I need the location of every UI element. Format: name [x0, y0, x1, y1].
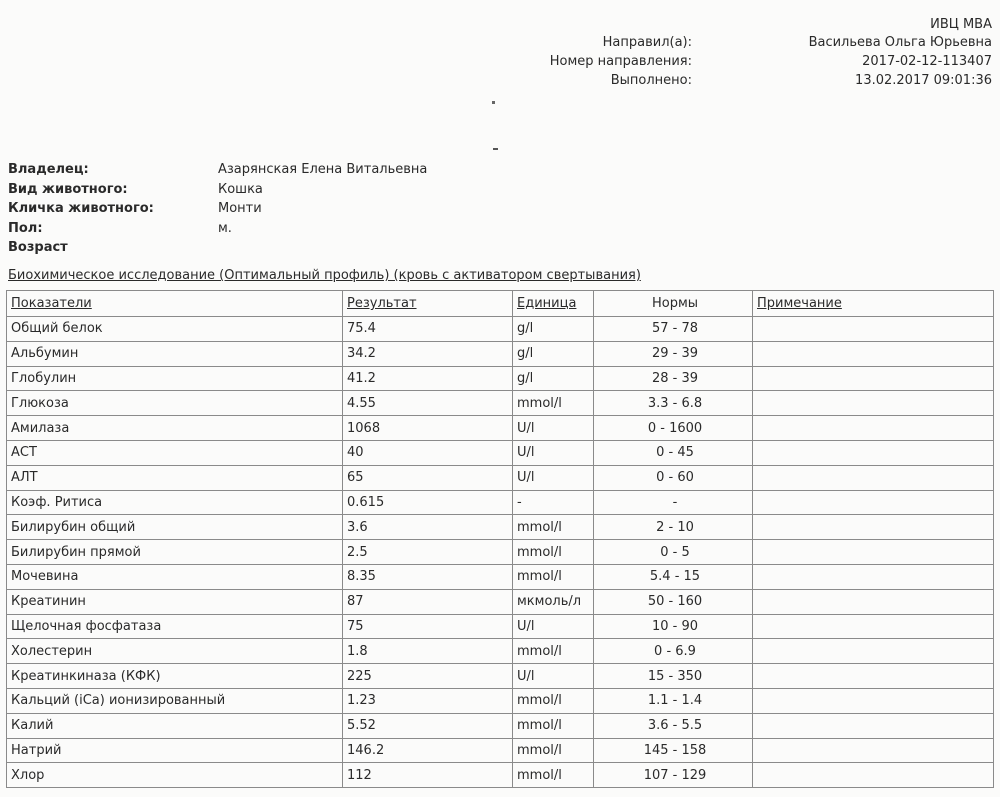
indicator-name: Билирубин общий	[7, 515, 343, 540]
unit-value: mmol/l	[513, 688, 594, 713]
norm-range: 50 - 160	[594, 589, 753, 614]
norm-range: 0 - 45	[594, 440, 753, 465]
table-row	[7, 465, 994, 490]
unit-value: -	[513, 490, 594, 515]
indicator-name: Коэф. Ритиса	[7, 490, 343, 515]
paper-mark	[493, 148, 498, 150]
referred-by-value: Васильева Ольга Юрьевна	[808, 35, 992, 50]
norm-range: 5.4 - 15	[594, 564, 753, 589]
species-value: Кошка	[218, 181, 263, 197]
note-cell	[753, 688, 994, 713]
norm-range: 107 - 129	[594, 763, 753, 788]
unit-value: mmol/l	[513, 763, 594, 788]
pet-name-value: Монти	[218, 201, 262, 216]
indicator-name: Калий	[7, 713, 343, 738]
result-value: 41.2	[343, 366, 513, 391]
age-label: Возраст	[8, 240, 68, 255]
unit-value: mmol/l	[513, 564, 594, 589]
note-cell	[753, 515, 994, 540]
sex-row	[8, 221, 508, 241]
result-value: 1.23	[343, 688, 513, 713]
norm-range: -	[594, 490, 753, 515]
table-row	[7, 416, 994, 441]
header-note: Примечание	[753, 291, 994, 317]
indicator-name: АСТ	[7, 440, 343, 465]
norm-range: 145 - 158	[594, 738, 753, 763]
result-value: 40	[343, 440, 513, 465]
result-value: 1068	[343, 416, 513, 441]
header-result: Результат	[343, 291, 513, 317]
results-table	[6, 290, 994, 788]
unit-value: mmol/l	[513, 540, 594, 565]
unit-value: mmol/l	[513, 639, 594, 664]
result-value: 3.6	[343, 515, 513, 540]
indicator-name: Щелочная фосфатаза	[7, 614, 343, 639]
result-value: 225	[343, 664, 513, 689]
note-cell	[753, 664, 994, 689]
unit-value: g/l	[513, 366, 594, 391]
result-value: 5.52	[343, 713, 513, 738]
indicator-name: Натрий	[7, 738, 343, 763]
table-row	[7, 639, 994, 664]
table-row	[7, 540, 994, 565]
result-value: 87	[343, 589, 513, 614]
note-cell	[753, 540, 994, 565]
note-cell	[753, 763, 994, 788]
table-row	[7, 763, 994, 788]
norm-range: 3.6 - 5.5	[594, 713, 753, 738]
indicator-name: Креатинин	[7, 589, 343, 614]
norm-range: 0 - 5	[594, 540, 753, 565]
table-row	[7, 738, 994, 763]
note-cell	[753, 465, 994, 490]
indicator-name: Мочевина	[7, 564, 343, 589]
referred-by-label: Направил(а):	[602, 35, 692, 50]
referral-number-value: 2017-02-12-113407	[862, 54, 992, 69]
norm-range: 10 - 90	[594, 614, 753, 639]
indicator-name: Хлор	[7, 763, 343, 788]
unit-value: mmol/l	[513, 515, 594, 540]
result-value: 75.4	[343, 317, 513, 342]
table-row	[7, 515, 994, 540]
unit-value: U/l	[513, 614, 594, 639]
note-cell	[753, 564, 994, 589]
indicator-name: Глобулин	[7, 366, 343, 391]
species-label: Вид животного:	[8, 181, 128, 197]
note-cell	[753, 341, 994, 366]
clinic-name: ИВЦ МВА	[930, 17, 992, 32]
note-cell	[753, 738, 994, 763]
referral-number-row	[522, 54, 992, 72]
unit-value: мкмоль/л	[513, 589, 594, 614]
referral-number-label: Номер направления:	[549, 54, 692, 69]
age-row	[8, 240, 508, 260]
unit-value: g/l	[513, 317, 594, 342]
norm-range: 1.1 - 1.4	[594, 688, 753, 713]
unit-value: U/l	[513, 664, 594, 689]
norm-range: 28 - 39	[594, 366, 753, 391]
results-body	[7, 317, 994, 788]
note-cell	[753, 366, 994, 391]
note-cell	[753, 317, 994, 342]
unit-value: U/l	[513, 416, 594, 441]
pet-name-row	[8, 201, 508, 221]
table-row	[7, 564, 994, 589]
result-value: 34.2	[343, 341, 513, 366]
indicator-name: Холестерин	[7, 639, 343, 664]
table-row	[7, 440, 994, 465]
table-row	[7, 391, 994, 416]
sex-label: Пол:	[8, 220, 43, 236]
sex-value: м.	[218, 220, 232, 236]
indicator-name: Креатинкиназа (КФК)	[7, 664, 343, 689]
indicator-name: Глюкоза	[7, 391, 343, 416]
indicator-name: Амилаза	[7, 416, 343, 441]
result-value: 0.615	[343, 490, 513, 515]
norm-range: 0 - 6.9	[594, 639, 753, 664]
completed-label: Выполнено:	[610, 73, 692, 88]
note-cell	[753, 639, 994, 664]
norm-range: 0 - 1600	[594, 416, 753, 441]
table-row	[7, 317, 994, 342]
table-row	[7, 490, 994, 515]
result-value: 112	[343, 763, 513, 788]
unit-value: mmol/l	[513, 738, 594, 763]
patient-info	[8, 162, 508, 260]
norm-range: 57 - 78	[594, 317, 753, 342]
result-value: 1.8	[343, 639, 513, 664]
table-row	[7, 688, 994, 713]
indicator-name: Кальций (iCa) ионизированный	[7, 688, 343, 713]
study-title: Биохимическое исследование (Оптимальный профиль) (кровь с активатором свертывания)	[8, 268, 641, 283]
indicator-name: Билирубин прямой	[7, 540, 343, 565]
result-value: 146.2	[343, 738, 513, 763]
header-indicator: Показатели	[7, 291, 343, 317]
referred-by-row	[522, 35, 992, 53]
norm-range: 29 - 39	[594, 341, 753, 366]
note-cell	[753, 713, 994, 738]
result-value: 2.5	[343, 540, 513, 565]
species-row	[8, 182, 508, 202]
unit-value: U/l	[513, 465, 594, 490]
header-norms: Нормы	[594, 291, 753, 317]
unit-value: g/l	[513, 341, 594, 366]
table-row	[7, 713, 994, 738]
norm-range: 3.3 - 6.8	[594, 391, 753, 416]
table-row	[7, 664, 994, 689]
norm-range: 15 - 350	[594, 664, 753, 689]
table-row	[7, 366, 994, 391]
note-cell	[753, 614, 994, 639]
owner-value: Азарянская Елена Витальевна	[218, 162, 428, 177]
unit-value: U/l	[513, 440, 594, 465]
table-header-row	[7, 291, 994, 317]
note-cell	[753, 391, 994, 416]
unit-value: mmol/l	[513, 713, 594, 738]
note-cell	[753, 589, 994, 614]
completed-row	[522, 73, 992, 91]
owner-label: Владелец:	[8, 162, 89, 177]
table-row	[7, 341, 994, 366]
note-cell	[753, 440, 994, 465]
header-unit: Единица	[513, 291, 594, 317]
note-cell	[753, 490, 994, 515]
indicator-name: АЛТ	[7, 465, 343, 490]
pet-name-label: Кличка животного:	[8, 201, 154, 216]
norm-range: 0 - 60	[594, 465, 753, 490]
result-value: 75	[343, 614, 513, 639]
table-row	[7, 614, 994, 639]
completed-value: 13.02.2017 09:01:36	[855, 73, 992, 88]
table-row	[7, 589, 994, 614]
owner-row	[8, 162, 508, 182]
result-value: 4.55	[343, 391, 513, 416]
unit-value: mmol/l	[513, 391, 594, 416]
indicator-name: Общий белок	[7, 317, 343, 342]
paper-speck	[492, 101, 495, 104]
result-value: 65	[343, 465, 513, 490]
result-value: 8.35	[343, 564, 513, 589]
norm-range: 2 - 10	[594, 515, 753, 540]
indicator-name: Альбумин	[7, 341, 343, 366]
note-cell	[753, 416, 994, 441]
